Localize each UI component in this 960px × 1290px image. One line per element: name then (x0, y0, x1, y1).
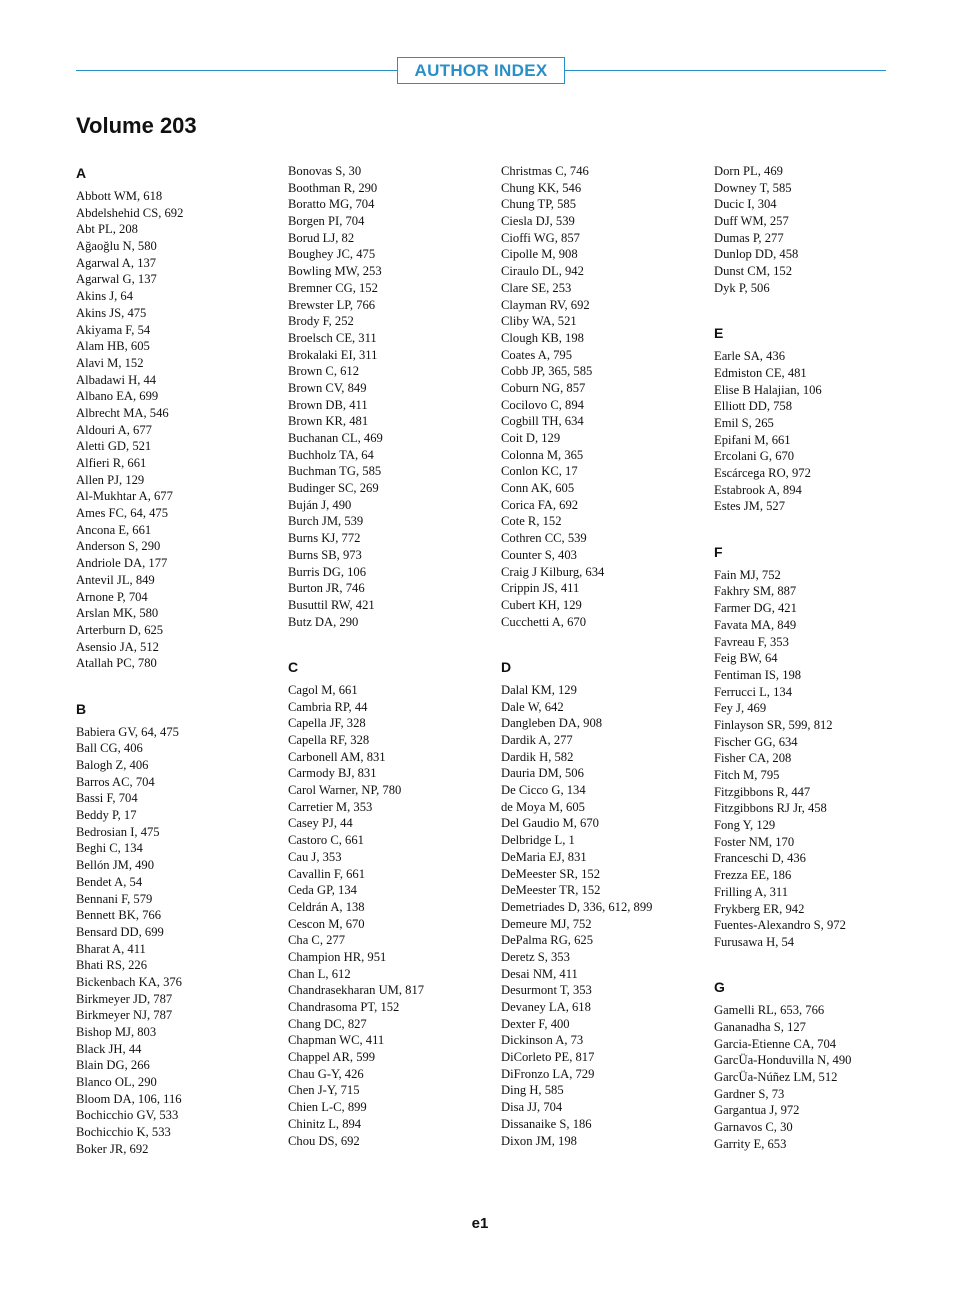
author-entry: Casey PJ, 44 (288, 816, 353, 831)
author-entry: Chapman WC, 411 (288, 1033, 385, 1048)
author-entry: Corica FA, 692 (501, 497, 579, 512)
author-entry: Conn AK, 605 (501, 481, 575, 496)
index-section-d (501, 657, 706, 1149)
author-entry: Barros AC, 704 (76, 774, 155, 789)
index-section-f (714, 542, 919, 951)
author-entry: DePalma RG, 625 (501, 933, 593, 948)
author-entry: Buchman TG, 585 (288, 464, 382, 479)
author-entry: Desurmont T, 353 (501, 983, 592, 998)
author-entry: Cubert KH, 129 (501, 597, 582, 612)
author-entry: Chung TP, 585 (501, 197, 576, 212)
author-entry: Brown C, 612 (288, 364, 360, 379)
author-entry: GarcÜa-Núñez LM, 512 (714, 1070, 838, 1084)
author-entry: Fey J, 469 (714, 701, 767, 716)
author-entry: Cavallin F, 661 (288, 866, 366, 881)
author-entry: Christmas C, 746 (501, 164, 589, 178)
author-entry: Gardner S, 73 (714, 1086, 785, 1101)
volume-title: Volume 203 (76, 113, 197, 138)
author-entry: Cipolle M, 908 (501, 247, 578, 262)
author-entry: Asensio JA, 512 (76, 639, 159, 654)
author-entry: Borgen PI, 704 (288, 214, 365, 229)
author-entry: Cagol M, 661 (288, 682, 358, 697)
author-entry: Burch JM, 539 (288, 514, 364, 529)
author-entry: Gamelli RL, 653, 766 (714, 1003, 825, 1018)
author-entry: Gargantua J, 972 (714, 1103, 800, 1118)
author-entry: Fentiman IS, 198 (714, 667, 802, 682)
author-entry: DiCorleto PE, 817 (501, 1050, 595, 1065)
author-entry: Burton JR, 746 (288, 581, 365, 596)
author-entry: Dale W, 642 (501, 699, 564, 714)
author-entry: Ciesla DJ, 539 (501, 214, 575, 229)
index-column-1 (76, 163, 281, 1184)
author-entry: Bonovas S, 30 (288, 164, 362, 178)
author-entry: DeMeester SR, 152 (501, 866, 600, 881)
author-entry: Ancona E, 661 (76, 522, 152, 537)
author-entry: De Cicco G, 134 (501, 783, 586, 798)
author-entry: Champion HR, 951 (288, 949, 387, 964)
author-entry: Favreau F, 353 (714, 634, 789, 649)
author-entry: Chang DC, 827 (288, 1016, 367, 1031)
author-entry: Chinitz L, 894 (288, 1116, 362, 1131)
author-entry: Farmer DG, 421 (714, 601, 797, 616)
author-entry: Antevil JL, 849 (76, 572, 155, 587)
author-entry: Blain DG, 266 (76, 1058, 150, 1073)
author-entry: Burns KJ, 772 (288, 531, 361, 546)
author-entry: Estes JM, 527 (714, 499, 786, 514)
author-entry: Boratto MG, 704 (288, 197, 375, 212)
author-entry: Chung KK, 546 (501, 180, 582, 195)
author-entry: Epifani M, 661 (714, 432, 791, 447)
section-letter-heading: F (714, 543, 723, 560)
author-entry: Fuentes-Alexandro S, 972 (714, 918, 846, 933)
author-entry: Abt PL, 208 (76, 222, 138, 237)
author-entry: Carretier M, 353 (288, 799, 373, 814)
author-entry: Birkmeyer JD, 787 (76, 991, 173, 1006)
author-entry: GarcÜa-Honduvilla N, 490 (714, 1053, 852, 1068)
author-entry: Castoro C, 661 (288, 833, 364, 848)
author-entry: Bennani F, 579 (76, 891, 153, 906)
author-entry: Babiera GV, 64, 475 (76, 724, 179, 739)
section-letter-heading: B (76, 700, 87, 717)
author-entry: Dissanaike S, 186 (501, 1116, 592, 1131)
author-entry: DiFronzo LA, 729 (501, 1066, 595, 1081)
author-entry: Cambria RP, 44 (288, 699, 368, 714)
author-entry: Brown DB, 411 (288, 397, 368, 412)
author-entry: Fakhry SM, 887 (714, 584, 797, 599)
author-entry: Atallah PC, 780 (76, 656, 157, 671)
author-entry: Desai NM, 411 (501, 966, 578, 981)
author-entry: Estabrook A, 894 (714, 482, 802, 497)
author-entry: Fitch M, 795 (714, 768, 780, 782)
author-entry: Escárcega RO, 972 (714, 466, 811, 480)
author-entry: Bochicchio K, 533 (76, 1125, 171, 1140)
author-entry: Garrity E, 653 (714, 1136, 787, 1151)
author-entry: Broelsch CE, 311 (288, 330, 377, 345)
author-entry: Frykberg ER, 942 (714, 901, 805, 916)
author-entry: Anderson S, 290 (76, 539, 161, 554)
author-entry: Ball CG, 406 (76, 741, 143, 756)
author-entry: Abdelshehid CS, 692 (76, 205, 184, 220)
author-entry: Dalal KM, 129 (501, 682, 577, 697)
author-entry: Brokalaki EI, 311 (288, 347, 378, 362)
author-entry: Dickinson A, 73 (501, 1033, 584, 1048)
author-entry: DeMeester TR, 152 (501, 883, 601, 898)
author-entry: Edmiston CE, 481 (714, 365, 807, 380)
author-entry: Burris DG, 106 (288, 564, 367, 579)
author-entry: Devaney LA, 618 (501, 1000, 591, 1014)
author-entry: Bhati RS, 226 (76, 958, 148, 973)
author-entry: Carol Warner, NP, 780 (288, 783, 402, 798)
author-entry: Cau J, 353 (288, 849, 342, 864)
author-entry: Boughey JC, 475 (288, 247, 376, 262)
author-entry: Birkmeyer NJ, 787 (76, 1008, 173, 1023)
index-column-2 (288, 163, 493, 1176)
author-entry: Buchanan CL, 469 (288, 431, 383, 445)
author-entry: Clough KB, 198 (501, 330, 584, 345)
author-entry: Bharat A, 411 (76, 941, 146, 956)
author-entry: Dardik H, 582 (501, 749, 574, 764)
author-entry: Chandrasoma PT, 152 (288, 1000, 400, 1014)
author-entry: Andriole DA, 177 (76, 556, 168, 571)
page-number: e1 (471, 1215, 489, 1232)
author-entry: Earle SA, 436 (714, 349, 785, 364)
section-letter-heading: G (714, 979, 725, 996)
author-entry: Chien L-C, 899 (288, 1100, 367, 1115)
author-entry: Colonna M, 365 (501, 447, 584, 462)
author-entry: Beddy P, 17 (76, 808, 137, 823)
author-entry: Cucchetti A, 670 (501, 614, 586, 629)
index-section-continued (501, 163, 706, 630)
author-entry: Duff WM, 257 (714, 214, 789, 229)
author-entry: Black JH, 44 (76, 1041, 142, 1056)
author-entry: Ağaoğlu N, 580 (76, 239, 157, 254)
author-entry: Conlon KC, 17 (501, 464, 578, 479)
index-section-a (76, 163, 281, 672)
author-entry: Chandrasekharan UM, 817 (288, 983, 425, 998)
author-entry: Cescon M, 670 (288, 916, 365, 931)
author-entry: Brown KR, 481 (288, 414, 369, 429)
author-entry: Bensard DD, 699 (76, 924, 164, 939)
author-entry: Delbridge L, 1 (501, 833, 575, 848)
author-entry: Finlayson SR, 599, 812 (714, 717, 833, 732)
author-entry: Franceschi D, 436 (714, 851, 806, 866)
author-entry: Chappel AR, 599 (288, 1050, 376, 1065)
author-entry: Albrecht MA, 546 (76, 405, 169, 420)
author-entry: Elise B Halajian, 106 (714, 382, 822, 397)
author-entry: Dangleben DA, 908 (501, 716, 603, 731)
author-entry: Capella RF, 328 (288, 733, 370, 747)
author-entry: Bassi F, 704 (76, 791, 138, 806)
author-entry: Cocilovo C, 894 (501, 397, 584, 412)
author-entry: Arnone P, 704 (76, 589, 148, 604)
author-entry: Feig BW, 64 (714, 651, 778, 666)
author-entry: Celdrán A, 138 (288, 899, 365, 914)
author-entry: Dunst CM, 152 (714, 264, 793, 279)
author-entry: Disa JJ, 704 (501, 1100, 563, 1115)
author-entry: Frilling A, 311 (714, 884, 789, 899)
author-entry: Carmody BJ, 831 (288, 766, 377, 781)
author-entry: DeMaria EJ, 831 (501, 849, 587, 864)
author-entry: Clare SE, 253 (501, 280, 572, 295)
author-entry: Ferrucci L, 134 (714, 684, 792, 699)
section-letter-heading: C (288, 658, 299, 675)
author-entry: Dardik A, 277 (501, 733, 573, 747)
author-entry: Del Gaudio M, 670 (501, 816, 599, 831)
author-entry: Emil S, 265 (714, 415, 774, 430)
author-entry: Bedrosian I, 475 (76, 824, 160, 839)
author-entry: Abbott WM, 618 (76, 189, 163, 203)
author-entry: Dauria DM, 506 (501, 766, 584, 781)
author-entry: Aldouri A, 677 (76, 422, 152, 437)
author-entry: Arterburn D, 625 (76, 622, 164, 637)
author-entry: de Moya M, 605 (501, 799, 585, 814)
author-entry: Clayman RV, 692 (501, 297, 590, 312)
author-entry: Demeure MJ, 752 (501, 916, 592, 931)
author-entry: Coit D, 129 (501, 431, 561, 445)
author-entry: Al-Mukhtar A, 677 (76, 489, 173, 504)
author-entry: Alfieri R, 661 (76, 456, 147, 470)
author-entry: Bremner CG, 152 (288, 280, 378, 295)
author-entry: Counter S, 403 (501, 547, 577, 562)
author-entry: Bishop MJ, 803 (76, 1025, 157, 1039)
author-entry: Dixon JM, 198 (501, 1133, 577, 1148)
author-entry: Busuttil RW, 421 (288, 597, 375, 612)
author-entry: Crippin JS, 411 (501, 581, 580, 596)
author-entry: Ercolani G, 670 (714, 449, 795, 464)
author-entry: Butz DA, 290 (288, 614, 359, 629)
author-entry: Akins JS, 475 (76, 305, 147, 320)
author-entry: Dyk P, 506 (714, 280, 770, 295)
author-entry: Coates A, 795 (501, 347, 573, 362)
author-entry: Garcia-Etienne CA, 704 (714, 1036, 837, 1051)
index-section-continued (288, 163, 493, 630)
author-entry: Beghi C, 134 (76, 841, 143, 856)
author-entry: Akiyama F, 54 (76, 322, 151, 337)
author-entry: Albano EA, 699 (76, 389, 159, 404)
author-entry: Bendet A, 54 (76, 874, 143, 889)
index-column-4 (714, 163, 919, 1179)
author-entry: Bellón JM, 490 (76, 858, 155, 873)
author-entry: Bennett BK, 766 (76, 908, 162, 923)
author-entry: Bickenbach KA, 376 (76, 974, 182, 989)
author-entry: Downey T, 585 (714, 180, 792, 195)
author-entry: Boker JR, 692 (76, 1141, 149, 1156)
author-entry: Brewster LP, 766 (288, 297, 376, 312)
author-entry: Agarwal A, 137 (76, 255, 157, 270)
author-entry: Brown CV, 849 (288, 380, 367, 395)
author-entry: Ceda GP, 134 (288, 883, 357, 898)
index-section-b (76, 699, 281, 1158)
author-entry: Cote R, 152 (501, 514, 562, 529)
author-entry: Bowling MW, 253 (288, 264, 382, 279)
author-entry: Buján J, 490 (288, 497, 352, 512)
author-entry: Cothren CC, 539 (501, 531, 587, 546)
author-entry: Ciraulo DL, 942 (501, 264, 584, 279)
index-column-3 (501, 163, 706, 1176)
author-entry: Burns SB, 973 (288, 547, 362, 562)
author-entry: Buchholz TA, 64 (288, 447, 374, 462)
author-entry: Fischer GG, 634 (714, 734, 798, 749)
author-entry: Ducic I, 304 (714, 197, 777, 212)
author-entry: Bochicchio GV, 533 (76, 1108, 179, 1123)
author-entry: Boothman R, 290 (288, 180, 378, 195)
author-entry: Dunlop DD, 458 (714, 247, 799, 262)
author-entry: Budinger SC, 269 (288, 481, 379, 496)
section-header-badge: AUTHOR INDEX (397, 57, 565, 84)
author-entry: Cioffi WG, 857 (501, 230, 580, 245)
index-section-continued (714, 163, 919, 297)
author-entry: Coburn NG, 857 (501, 380, 586, 395)
author-entry: Furusawa H, 54 (714, 934, 795, 949)
author-entry: Agarwal G, 137 (76, 272, 157, 287)
author-entry: Chen J-Y, 715 (288, 1083, 360, 1098)
author-entry: Ding H, 585 (501, 1083, 564, 1098)
author-entry: Garnavos C, 30 (714, 1120, 793, 1135)
author-entry: Cliby WA, 521 (501, 314, 577, 329)
author-entry: Deretz S, 353 (501, 949, 570, 964)
author-entry: Alavi M, 152 (76, 355, 144, 370)
author-entry: Fain MJ, 752 (714, 567, 781, 582)
author-entry: Capella JF, 328 (288, 716, 366, 731)
section-letter-heading: E (714, 325, 724, 342)
author-entry: Dorn PL, 469 (714, 164, 783, 178)
author-entry: Balogh Z, 406 (76, 758, 149, 772)
author-entry: Dexter F, 400 (501, 1016, 570, 1031)
author-entry: Chou DS, 692 (288, 1133, 360, 1148)
author-entry: Gananadha S, 127 (714, 1019, 806, 1034)
author-entry: Blanco OL, 290 (76, 1075, 157, 1090)
author-entry: Borud LJ, 82 (288, 230, 355, 245)
index-section-e (714, 323, 919, 515)
author-entry: Brody F, 252 (288, 314, 354, 329)
author-entry: Ames FC, 64, 475 (76, 506, 169, 521)
author-entry: Fisher CA, 208 (714, 751, 792, 766)
index-section-g (714, 977, 919, 1152)
author-entry: Cha C, 277 (288, 933, 346, 948)
author-entry: Albadawi H, 44 (76, 372, 157, 387)
author-entry: Foster NM, 170 (714, 834, 795, 849)
author-entry: Demetriades D, 336, 612, 899 (501, 899, 653, 914)
author-entry: Akins J, 64 (76, 289, 134, 304)
author-entry: Fitzgibbons R, 447 (714, 784, 811, 799)
author-entry: Dumas P, 277 (714, 230, 784, 245)
author-entry: Elliott DD, 758 (714, 399, 793, 414)
author-entry: Favata MA, 849 (714, 617, 797, 632)
author-entry: Chau G-Y, 426 (288, 1066, 364, 1081)
author-entry: Fitzgibbons RJ Jr, 458 (714, 801, 827, 816)
author-entry: Frezza EE, 186 (714, 868, 792, 883)
section-letter-heading: D (501, 658, 512, 675)
author-entry: Allen PJ, 129 (76, 472, 145, 487)
author-entry: Cobb JP, 365, 585 (501, 364, 593, 379)
author-entry: Bloom DA, 106, 116 (76, 1091, 182, 1106)
section-letter-heading: A (76, 165, 87, 181)
author-entry: Carbonell AM, 831 (288, 749, 386, 764)
index-section-c (288, 657, 493, 1149)
author-entry: Alam HB, 605 (76, 339, 150, 354)
author-entry: Cogbill TH, 634 (501, 414, 584, 429)
author-entry: Craig J Kilburg, 634 (501, 564, 605, 579)
author-entry: Arslan MK, 580 (76, 606, 159, 621)
author-entry: Aletti GD, 521 (76, 439, 152, 454)
author-entry: Chan L, 612 (288, 966, 351, 981)
author-entry: Fong Y, 129 (714, 818, 776, 833)
